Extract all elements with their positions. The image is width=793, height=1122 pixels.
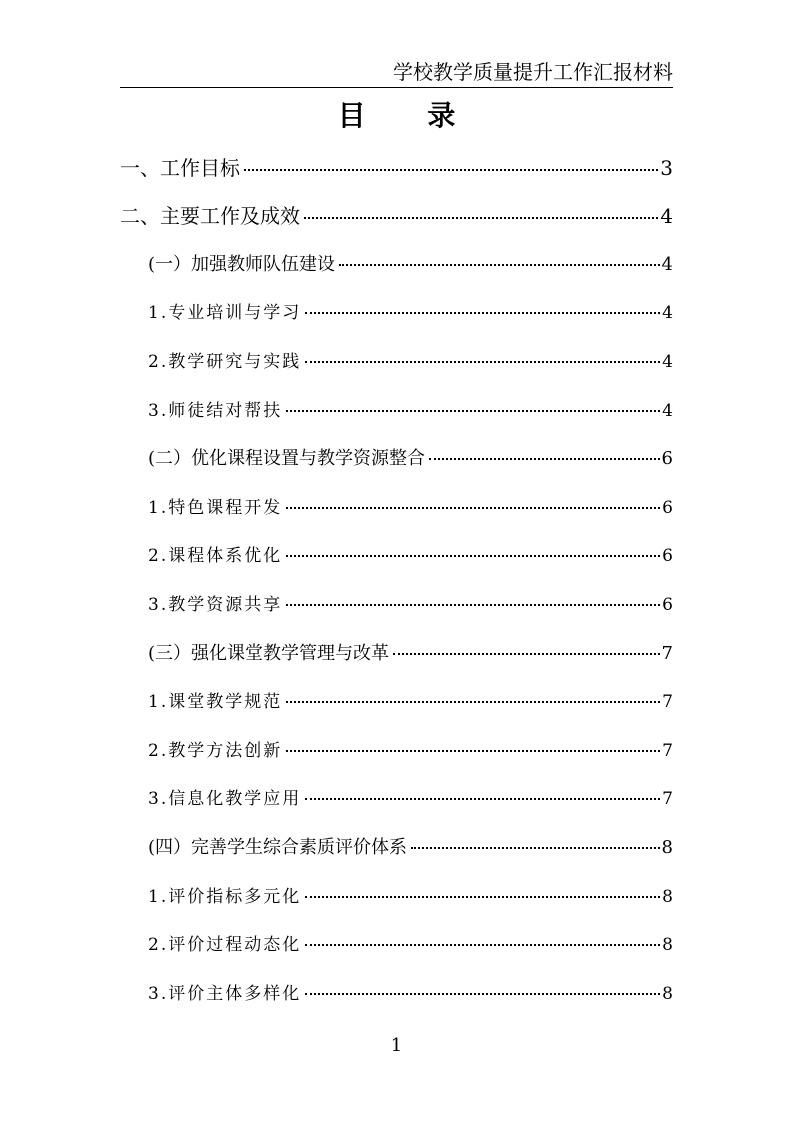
toc-dot-leader: [429, 458, 660, 460]
toc-entry[interactable]: [120, 581, 673, 630]
toc-dot-leader: [286, 604, 660, 606]
toc-entry[interactable]: [120, 727, 673, 776]
toc-entry[interactable]: [120, 484, 673, 533]
toc-entry-label: 3.评价主体多样化: [148, 983, 302, 1004]
page-number: 1: [390, 1035, 403, 1056]
toc-entry-page-number: 3: [660, 156, 673, 180]
toc-entry[interactable]: [120, 775, 673, 824]
toc-dot-leader: [393, 653, 660, 655]
toc-entry-label: 2.课程体系优化: [148, 546, 283, 567]
toc-entry-label: (一）加强教师队伍建设: [148, 253, 336, 275]
toc-entry-page-number: 7: [662, 740, 673, 761]
toc-entry-page-number: 6: [662, 546, 673, 567]
toc-entry-page-number: 8: [661, 836, 673, 858]
toc-entry-label: 3.信息化教学应用: [148, 789, 302, 810]
toc-list: [120, 144, 673, 1018]
toc-entry-label: 1.评价指标多元化: [148, 886, 302, 907]
toc-entry[interactable]: [120, 873, 673, 922]
toc-entry[interactable]: [120, 192, 673, 240]
toc-entry-label: 3.教学资源共享: [148, 594, 283, 615]
toc-entry-page-number: 4: [660, 204, 673, 229]
toc-entry[interactable]: [120, 289, 673, 338]
toc-entry[interactable]: [120, 970, 673, 1019]
toc-entry[interactable]: [120, 387, 673, 436]
toc-entry[interactable]: [120, 435, 673, 484]
toc-dot-leader: [411, 847, 660, 849]
toc-dot-leader: [286, 701, 660, 703]
toc-entry-page-number: 6: [662, 594, 673, 615]
toc-entry-page-number: 4: [662, 351, 673, 372]
toc-entry-page-number: 4: [661, 253, 673, 275]
toc-entry-label: (三）强化课堂教学管理与改革: [148, 642, 390, 664]
toc-entry[interactable]: [120, 241, 673, 290]
toc-entry[interactable]: [120, 678, 673, 727]
toc-entry[interactable]: [120, 144, 673, 192]
toc-entry[interactable]: [120, 824, 673, 873]
toc-dot-leader: [304, 217, 658, 219]
toc-dot-leader: [305, 944, 660, 946]
toc-entry-label: 2.教学研究与实践: [148, 351, 302, 372]
toc-entry-page-number: 6: [662, 497, 673, 518]
toc-entry-label: (四）完善学生综合素质评价体系: [148, 836, 408, 858]
toc-entry-page-number: 8: [662, 886, 673, 907]
toc-entry[interactable]: [120, 532, 673, 581]
toc-entry-page-number: 4: [662, 400, 673, 421]
toc-entry-label: 1.特色课程开发: [148, 497, 283, 518]
toc-dot-leader: [286, 555, 660, 557]
toc-dot-leader: [305, 798, 660, 800]
toc-entry-page-number: 8: [662, 935, 673, 956]
toc-dot-leader: [286, 750, 660, 752]
toc-entry[interactable]: [120, 921, 673, 970]
toc-entry-label: 一、工作目标: [120, 156, 240, 180]
running-header: 学校教学质量提升工作汇报材料: [120, 58, 673, 88]
toc-entry-label: 2.评价过程动态化: [148, 935, 302, 956]
toc-entry-page-number: 6: [661, 448, 673, 470]
toc-dot-leader: [305, 993, 660, 995]
toc-entry-label: 2.教学方法创新: [148, 740, 283, 761]
toc-entry-page-number: 7: [661, 642, 673, 664]
toc-entry-label: 1.课堂教学规范: [148, 692, 283, 713]
toc-dot-leader: [305, 361, 660, 363]
toc-dot-leader: [286, 507, 660, 509]
toc-entry-page-number: 8: [662, 983, 673, 1004]
toc-dot-leader: [305, 312, 660, 314]
toc-entry[interactable]: [120, 630, 673, 679]
toc-title: 目 录: [337, 99, 482, 132]
toc-entry-label: (二）优化课程设置与教学资源整合: [148, 448, 426, 470]
toc-dot-leader: [339, 264, 660, 266]
toc-entry-label: 1.专业培训与学习: [148, 303, 302, 324]
toc-dot-leader: [286, 410, 660, 412]
toc-entry-label: 二、主要工作及成效: [120, 204, 300, 229]
toc-entry-page-number: 7: [662, 789, 673, 810]
toc-entry-page-number: 4: [662, 303, 673, 324]
toc-entry-label: 3.师徒结对帮扶: [148, 400, 283, 421]
toc-dot-leader: [244, 169, 658, 171]
toc-entry-page-number: 7: [662, 692, 673, 713]
toc-dot-leader: [305, 896, 660, 898]
toc-entry[interactable]: [120, 338, 673, 387]
